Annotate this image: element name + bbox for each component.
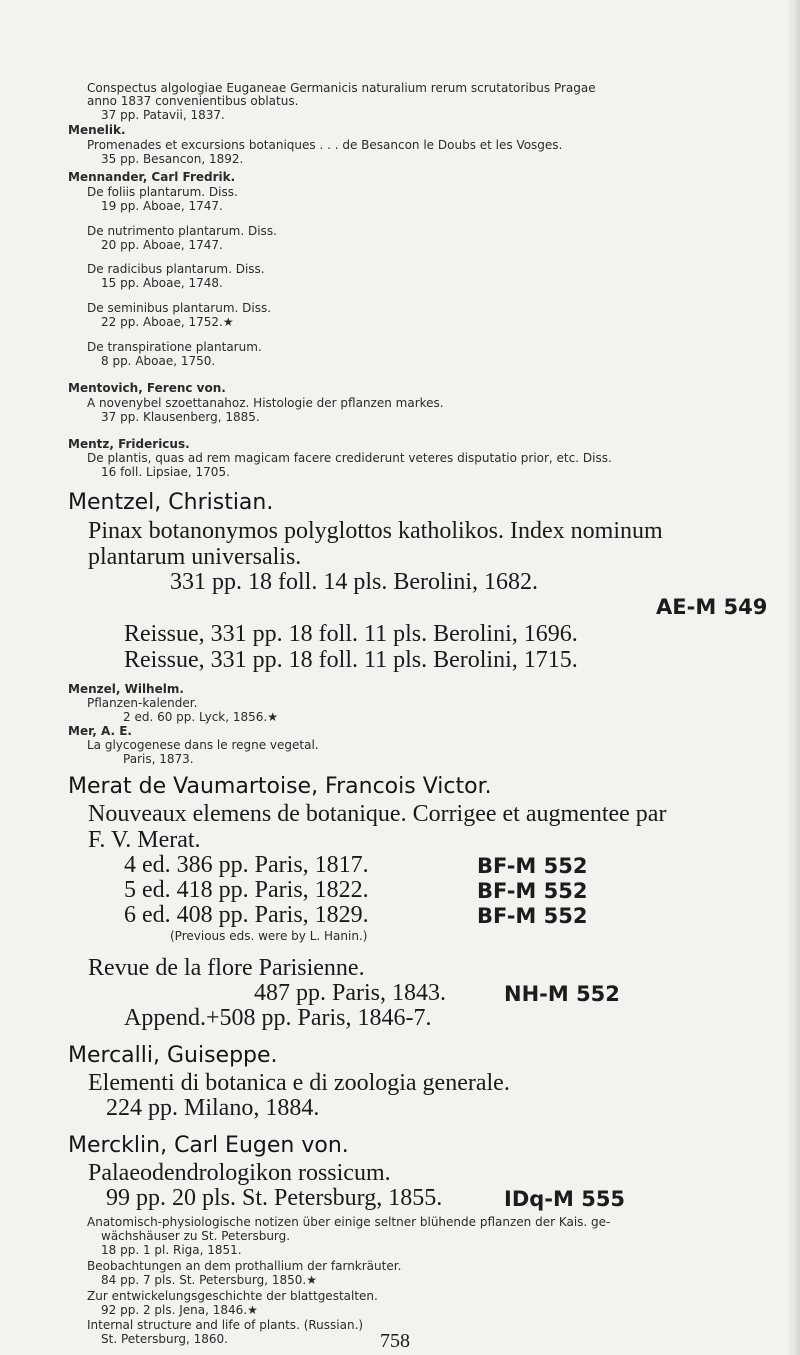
edition-line: 6 ed. 408 pp. Paris, 1829. (124, 902, 369, 928)
entry-title: Palaeodendrologikon rossicum. (88, 1160, 391, 1186)
entry-title: De foliis plantarum. Diss. (87, 185, 238, 199)
entry-title: Zur entwickelungsgeschichte der blattgestalten. (87, 1289, 378, 1303)
author-heading: Menzel, Wilhelm. (68, 682, 184, 696)
entry-title: De nutrimento plantarum. Diss. (87, 224, 277, 238)
reissue-line: Reissue, 331 pp. 18 foll. 11 pls. Berolini, 1715. (124, 647, 578, 673)
entry-title: La glycogenese dans le regne vegetal. (87, 738, 319, 752)
entry-title: Pinax botanonymos polyglottos katholikos. Index nominum (88, 518, 663, 544)
entry-title: Beobachtungen an dem prothallium der farnkräuter. (87, 1259, 402, 1273)
entry-title: A novenybel szoettanahoz. Histologie der pflanzen markes. (87, 396, 444, 410)
edition-line: 4 ed. 386 pp. Paris, 1817. (124, 852, 369, 878)
entry-imprint: 84 pp. 7 pls. St. Petersburg, 1850.★ (101, 1273, 317, 1287)
author-heading: Mentovich, Ferenc von. (68, 381, 226, 395)
entry-imprint: 2 ed. 60 pp. Lyck, 1856.★ (123, 710, 278, 724)
entry-imprint: 16 foll. Lipsiae, 1705. (101, 465, 230, 479)
entry-title-cont: anno 1837 convenientibus oblatus. (87, 94, 299, 108)
entry-title: De radicibus plantarum. Diss. (87, 262, 265, 276)
reissue-line: Reissue, 331 pp. 18 foll. 11 pls. Berolini, 1696. (124, 621, 578, 647)
entry-imprint: 37 pp. Klausenberg, 1885. (101, 410, 260, 424)
entry-title: De transpiratione plantarum. (87, 340, 262, 354)
call-number: NH-M 552 (504, 982, 620, 1006)
appendix-line: Append.+508 pp. Paris, 1846-7. (124, 1005, 432, 1031)
author-heading: Mer, A. E. (68, 724, 132, 738)
call-number: BF-M 552 (477, 854, 588, 878)
author-heading: Menelik. (68, 123, 126, 137)
entry-imprint: 20 pp. Aboae, 1747. (101, 238, 223, 252)
entry-title: Conspectus algologiae Euganeae Germanicis naturalium rerum scrutatoribus Pragae (87, 81, 596, 95)
entry-imprint: 22 pp. Aboae, 1752.★ (101, 315, 234, 329)
entry-note: (Previous eds. were by L. Hanin.) (170, 929, 368, 943)
entry-imprint: 8 pp. Aboae, 1750. (101, 354, 216, 368)
page-number: 758 (380, 1330, 410, 1352)
entry-imprint: 15 pp. Aboae, 1748. (101, 276, 223, 290)
entry-title: Promenades et excursions botaniques . . . de Besancon le Doubs et les Vosges. (87, 138, 563, 152)
entry-imprint: 19 pp. Aboae, 1747. (101, 199, 223, 213)
entry-imprint: Paris, 1873. (123, 752, 194, 766)
page-edge-shadow (786, 0, 800, 1355)
entry-title-cont: F. V. Merat. (88, 827, 201, 853)
entry-title-cont: wächshäuser zu St. Petersburg. (101, 1229, 291, 1243)
entry-title: De plantis, quas ad rem magicam facere crediderunt veteres disputatio prior, etc. Diss. (87, 451, 612, 465)
call-number: BF-M 552 (477, 879, 588, 903)
entry-imprint: 99 pp. 20 pls. St. Petersburg, 1855. (106, 1185, 443, 1211)
call-number: BF-M 552 (477, 904, 588, 928)
entry-imprint: 487 pp. Paris, 1843. (254, 980, 446, 1006)
entry-imprint: 92 pp. 2 pls. Jena, 1846.★ (101, 1303, 258, 1317)
entry-imprint: 35 pp. Besancon, 1892. (101, 152, 244, 166)
author-heading: Mercklin, Carl Eugen von. (68, 1133, 349, 1158)
entry-title: Anatomisch-physiologische notizen über einige seltner blühende pflanzen der Kais. ge- (87, 1215, 611, 1229)
entry-title: De seminibus plantarum. Diss. (87, 301, 272, 315)
author-heading: Mennander, Carl Fredrik. (68, 170, 236, 184)
edition-line: 5 ed. 418 pp. Paris, 1822. (124, 877, 369, 903)
entry-imprint: 18 pp. 1 pl. Riga, 1851. (101, 1243, 242, 1257)
entry-title: Nouveaux elemens de botanique. Corrigee et augmentee par (88, 801, 667, 827)
call-number: IDq-M 555 (504, 1187, 626, 1211)
entry-imprint: St. Petersburg, 1860. (101, 1332, 228, 1346)
author-heading: Mentz, Fridericus. (68, 437, 190, 451)
call-number: AE-M 549 (656, 595, 768, 619)
entry-title: Revue de la flore Parisienne. (88, 955, 365, 981)
author-heading: Mercalli, Guiseppe. (68, 1043, 278, 1068)
entry-title: Elementi di botanica e di zoologia generale. (88, 1070, 510, 1096)
author-heading: Mentzel, Christian. (68, 490, 274, 515)
entry-title: Internal structure and life of plants. (Russian.) (87, 1318, 364, 1332)
entry-imprint: 331 pp. 18 foll. 14 pls. Berolini, 1682. (170, 569, 538, 595)
author-heading: Merat de Vaumartoise, Francois Victor. (68, 774, 492, 799)
entry-title-cont: plantarum universalis. (88, 544, 302, 570)
entry-imprint: 37 pp. Patavii, 1837. (101, 108, 225, 122)
entry-title: Pflanzen-kalender. (87, 696, 198, 710)
entry-imprint: 224 pp. Milano, 1884. (106, 1095, 320, 1121)
